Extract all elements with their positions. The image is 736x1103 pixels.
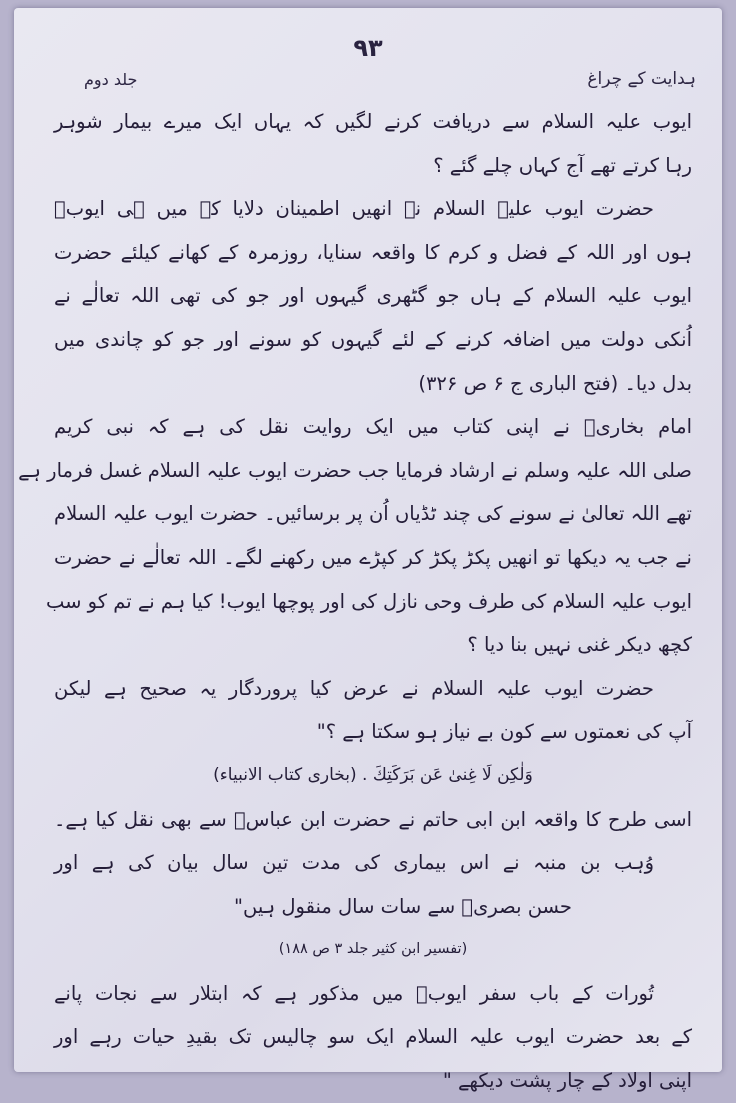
text-line: وُہب بن منبہ نے اس بیماری کی مدت تین سال بیان کی ہے اور [54,851,654,875]
book-title: ہدایت کے چراغ [587,69,696,89]
document-page [14,8,722,1093]
page-number: ٩٣ [353,34,383,62]
text-line: ایوب علیہ السلام کی طرف وحی نازل کی اور پوچھا ایوب! کیا ہم نے تم کو سب [45,589,692,613]
text-line: آپ کی نعمتوں سے کون بے نیاز ہو سکتا ہے ؟" [316,720,692,744]
text-line: نے جب یہ دیکھا تو انھیں پکڑ پکڑ کر کپڑے میں رکھنے لگے۔ اللہ تعالٰے نے حضرت [54,545,692,569]
volume-label: جلد دوم [84,70,138,89]
text-line: کچھ دیکر غنی نہیں بنا دیا ؟ [467,633,692,657]
text-line: رہا کرتے تھے آج کہاں چلے گئے ؟ [433,153,692,177]
text-line: اُنکی دولت میں اضافہ کرنے کے لئے گیہوں کو سونے اور جو کو چاندی میں [54,327,692,351]
text-line: حسن بصریؒ سے سات سال منقول ہیں" [234,894,572,918]
text-line: امام بخاریؒ نے اپنی کتاب میں ایک روایت نقل کی ہے کہ نبی کریم [54,415,692,439]
text-line: تُورات کے باب سفر ایوبؑ میں مذکور ہے کہ ابتلار سے نجات پانے [54,981,654,1005]
reference-line: (تفسیر ابن کثیر جلد ۳ ص ۱۸۸) [278,941,468,958]
text-line: ایوب علیہ السلام کے ہاں جو گٹھری گیہوں اور جو کی تھی اللہ تعالٰے نے [54,284,692,308]
arabic-quote-line: وَلٰكِن لَا غِنىٰ عَن بَرَكَتِكَ . (بخاری کتاب الانبیاء) [213,764,533,785]
text-line: اپنی اولاد کے چار پشت دیکھے " [442,1069,692,1093]
text-line: صلی اللہ علیہ وسلم نے ارشاد فرمایا جب حضرت ایوب علیہ السلام غسل فرمار ہے [18,458,692,482]
text-line: تھے اللہ تعالیٰ نے سونے کی چند ٹڈیاں اُن پر برسائیں۔ حضرت ایوب علیہ السلام [54,502,692,526]
text-line: ہوں اور اللہ کے فضل و کرم کا واقعہ سنایا، روزمرہ کے کھانے کیلئے حضرت [54,240,692,264]
text-line: اسی طرح کا واقعہ ابن ابی حاتم نے حضرت ابن عباسؓ سے بھی نقل کیا ہے۔ [54,807,692,831]
text-line: حضرت ایوب علیہ السلام نے عرض کیا پروردگار یہ صحیح ہے لیکن [54,676,654,700]
text-line: ایوب علیہ السلام سے دریافت کرنے لگیں کہ یہاں ایک میرے بیمار شوہر [54,110,692,133]
body-text [18,100,692,1103]
text-line: بدل دیا۔ (فتح الباری ج ۶ ص ۳۲۶) [418,371,692,395]
text-line: کے بعد حضرت ایوب علیہ السلام ایک سو چالیس تک بقیدِ حیات رہے اور [54,1025,692,1049]
text-line: حضرت ایوب علیہ السلام نے انھیں اطمینان دلایا کہ میں ہی ایوبؑ [54,197,654,221]
